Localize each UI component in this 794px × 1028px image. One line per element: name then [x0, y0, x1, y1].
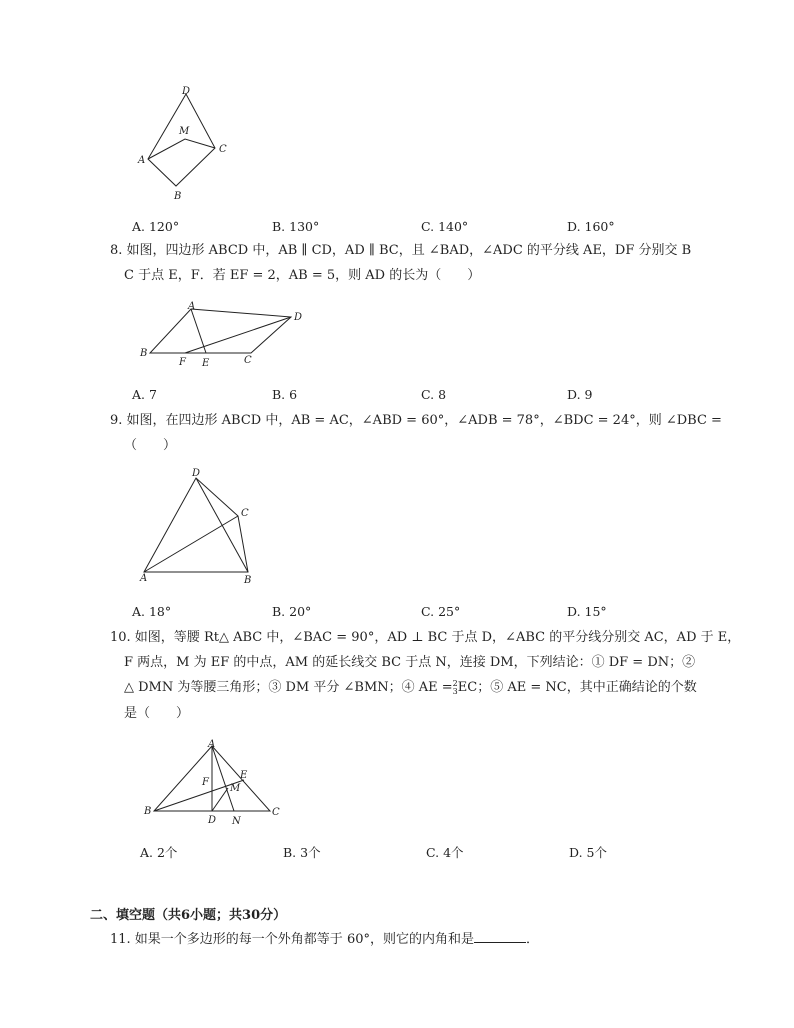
- q9-label-d: D: [192, 468, 201, 479]
- q8-option-c[interactable]: C. 8: [421, 387, 447, 402]
- q7-label-d: D: [182, 86, 191, 97]
- q10-option-b[interactable]: B. 3个: [283, 845, 321, 860]
- q9-quadrilateral: [144, 478, 248, 572]
- q10-label-a: A: [208, 739, 216, 750]
- q7-figure: [130, 82, 240, 204]
- q8-label-b: B: [140, 348, 148, 359]
- q10-label-c: C: [272, 807, 280, 818]
- q9-label-a: A: [140, 573, 148, 584]
- q10-fraction-denominator: 3: [452, 686, 458, 696]
- q9-label-c: C: [241, 508, 249, 519]
- q7-option-c[interactable]: C. 140°: [421, 219, 469, 234]
- q10-fraction-numerator: 2: [452, 678, 458, 688]
- q7-option-d[interactable]: D. 160°: [567, 219, 615, 234]
- q7-label-m: M: [179, 126, 190, 137]
- q10-text-line3: [124, 678, 697, 698]
- q10-option-c[interactable]: C. 4个: [426, 845, 464, 860]
- q9-figure: [134, 462, 264, 588]
- q7-label-b: B: [174, 191, 182, 202]
- q8-label-d: D: [294, 312, 303, 323]
- q7-label-a: A: [138, 155, 146, 166]
- q8-segment-df: [185, 317, 291, 353]
- q9-diagonal-ac: [144, 516, 238, 572]
- q10-figure: [140, 736, 290, 828]
- q10-text-line1: 10. 如图，等腰 Rt△ ABC 中，∠BAC = 90°，AD ⊥ BC 于点 D，∠ABC 的平分线分别交 AC，AD 于 E，: [110, 630, 741, 645]
- q10-segment-an: [212, 746, 234, 811]
- q8-parallelogram: [150, 309, 291, 353]
- q10-option-a[interactable]: A. 2个: [140, 845, 178, 860]
- q9-text-line1: 9. 如图，在四边形 ABCD 中，AB = AC，∠ABD = 60°，∠ADB = 78°，∠BDC = 24°，则 ∠DBC =: [110, 413, 722, 428]
- q10-label-b: B: [144, 806, 152, 817]
- q10-label-e: E: [240, 770, 248, 781]
- q8-option-b[interactable]: B. 6: [272, 387, 298, 402]
- q9-label-b: B: [244, 575, 252, 586]
- q7-option-b[interactable]: B. 130°: [272, 219, 320, 234]
- q9-option-c[interactable]: C. 25°: [421, 604, 461, 619]
- q11-answer-blank[interactable]: [474, 930, 526, 943]
- q10-label-n: N: [232, 816, 241, 827]
- q7-quadrilateral: [148, 94, 215, 186]
- q8-text-line2: C 于点 E，F．若 EF = 2，AB = 5，则 AD 的长为（ ）: [124, 268, 481, 283]
- q10-text-line2: F 两点，M 为 EF 的中点，AM 的延长线交 BC 于点 N，连接 DM，下列结论：① DF = DN；②: [124, 655, 696, 670]
- q9-option-b[interactable]: B. 20°: [272, 604, 312, 619]
- q11-end: ．: [525, 932, 539, 947]
- q10-text-line3-start: △ DMN 为等腰三角形；③ DM 平分 ∠BMN；④ AE =: [124, 680, 453, 695]
- q8-option-d[interactable]: D. 9: [567, 387, 593, 402]
- section-title-fill-in: 二、填空题（共6小题；共30分）: [90, 908, 287, 923]
- q11-question: 11. 如果一个多边形的每一个外角都等于 60°，则它的内角和是: [110, 932, 474, 947]
- q10-segment-dm: [212, 788, 228, 811]
- q8-label-c: C: [244, 355, 252, 366]
- q10-label-m: M: [230, 783, 241, 794]
- q7-option-a[interactable]: A. 120°: [132, 219, 180, 234]
- q10-text-line4: 是（ ）: [124, 706, 190, 721]
- q11-text: [110, 930, 539, 950]
- q10-label-f: F: [202, 777, 209, 788]
- q9-option-d[interactable]: D. 15°: [567, 604, 607, 619]
- q10-text-line3-end: EC；⑤ AE = NC，其中正确结论的个数: [457, 680, 697, 695]
- q8-text-line1: 8. 如图，四边形 ABCD 中，AB ∥ CD，AD ∥ BC，且 ∠BAD，∠ADC 的平分线 AE，DF 分别交 B: [110, 243, 692, 258]
- q8-option-a[interactable]: A. 7: [132, 387, 157, 402]
- q8-label-a: A: [188, 301, 196, 312]
- q8-label-e: E: [202, 358, 210, 369]
- q9-diagonal-bd: [196, 478, 248, 572]
- q7-label-c: C: [219, 144, 227, 155]
- q10-option-d[interactable]: D. 5个: [569, 845, 607, 860]
- q8-label-f: F: [179, 357, 186, 368]
- q9-option-a[interactable]: A. 18°: [132, 604, 172, 619]
- q8-figure: [136, 300, 316, 372]
- q9-text-line2: （ ）: [124, 438, 177, 453]
- q10-label-d: D: [208, 815, 217, 826]
